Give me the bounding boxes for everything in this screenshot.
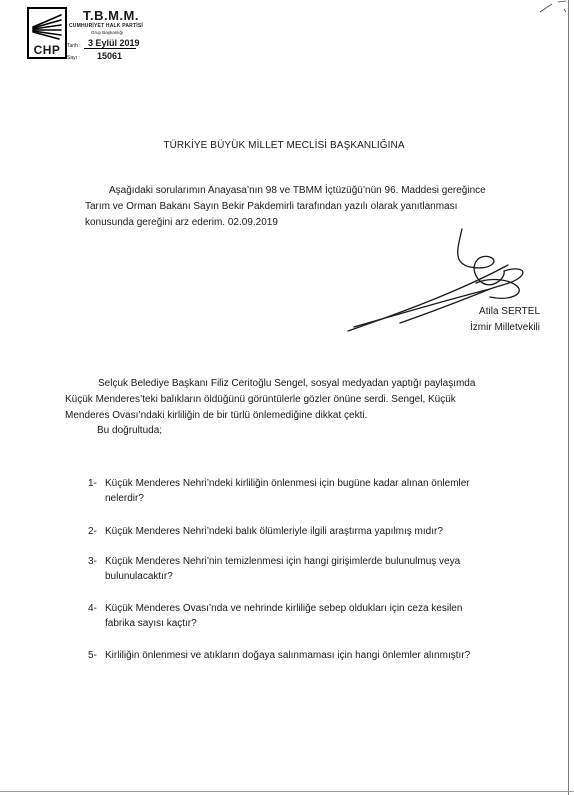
page-edge-bottom xyxy=(0,791,574,792)
stamp-date-value: 3 Eylül 2019 xyxy=(88,38,140,48)
intro-line: Aşağıdaki sorularımın Anayasa’nın 98 ve TBMM İçtüzüğü’nün 96. Maddesi gereğince xyxy=(109,185,486,196)
six-arrows-icon xyxy=(31,11,65,41)
question-number: 3- xyxy=(88,556,97,567)
question-text xyxy=(105,601,505,631)
question-line: fabrika sayısı kaçtır? xyxy=(105,618,197,629)
intro-line: Tarım ve Orman Bakanı Sayın Bekir Pakdemirli tarafından yazılı olarak yanıtlanması xyxy=(85,201,458,212)
question-number: 4- xyxy=(88,603,97,614)
stamp-number-label: Sayı : xyxy=(67,55,80,61)
question-text xyxy=(105,554,505,584)
document-stamp xyxy=(27,7,177,67)
stamp-date-label: Tarih : xyxy=(67,43,81,49)
signer-name: Atila SERTEL xyxy=(479,306,540,317)
question-line: Küçük Menderes Nehri’nin temizlenmesi için hangi girişimlerde bulunulmuş veya xyxy=(105,556,461,567)
body-paragraph xyxy=(65,376,505,424)
bu-dogrultuda-line: Bu doğrultuda; xyxy=(97,425,163,436)
body-line: Küçük Menderes’teki balıkların öldüğünü görüntülerle gözler önüne serdi. Sengel, Küçük xyxy=(65,394,456,405)
question-line: nelerdir? xyxy=(105,493,144,504)
question-text xyxy=(105,648,505,663)
question-line: Küçük Menderes Ovası’nda ve nehrinde kirliliğe sebep oldukları için ceza kesilen xyxy=(105,603,463,614)
chp-logo xyxy=(27,7,67,59)
signer-block xyxy=(420,304,540,336)
scan-corner-mark xyxy=(538,0,568,14)
question-line: bulunulacaktır? xyxy=(105,571,173,582)
logo-text: CHP xyxy=(33,43,61,57)
question-number: 5- xyxy=(88,650,97,661)
document-heading: TÜRKİYE BÜYÜK MİLLET MECLİSİ BAŞKANLIĞINA xyxy=(163,140,405,151)
body-line: Menderes Ovası’ndaki kirliliğin de bir türlü önlemediğine dikkat çekti. xyxy=(65,410,368,421)
stamp-party-name: CUMHURİYET HALK PARTİSİ xyxy=(69,23,143,29)
stamp-title: T.B.M.M. xyxy=(83,8,139,23)
question-text xyxy=(105,476,505,506)
page-edge-right xyxy=(568,0,569,795)
question-line: Kirliliğin önlenmesi ve atıkların doğaya salınmaması için hangi önlemler alınmıştır? xyxy=(105,650,471,661)
signer-title: İzmir Milletvekili xyxy=(470,322,540,333)
question-line: Küçük Menderes Nehri’ndeki balık ölümleriyle ilgili araştırma yapılmış mıdır? xyxy=(105,526,443,537)
intro-line: konusunda gereğini arz ederim. 02.09.2019 xyxy=(85,217,278,228)
body-line: Selçuk Belediye Başkanı Filiz Ceritoğlu Sengel, sosyal medyadan yaptığı paylaşımda xyxy=(98,378,476,389)
stamp-number-value: 15061 xyxy=(97,51,123,61)
question-number: 2- xyxy=(88,526,97,537)
intro-paragraph xyxy=(85,183,505,231)
question-line: Küçük Menderes Nehri’ndeki kirliliğin önlenmesi için bugüne kadar alınan önlemler xyxy=(105,478,470,489)
question-text xyxy=(105,524,505,539)
question-number: 1- xyxy=(88,478,97,489)
stamp-date-underline xyxy=(84,48,136,49)
stamp-group: Grup Başkanlığı xyxy=(91,30,124,35)
